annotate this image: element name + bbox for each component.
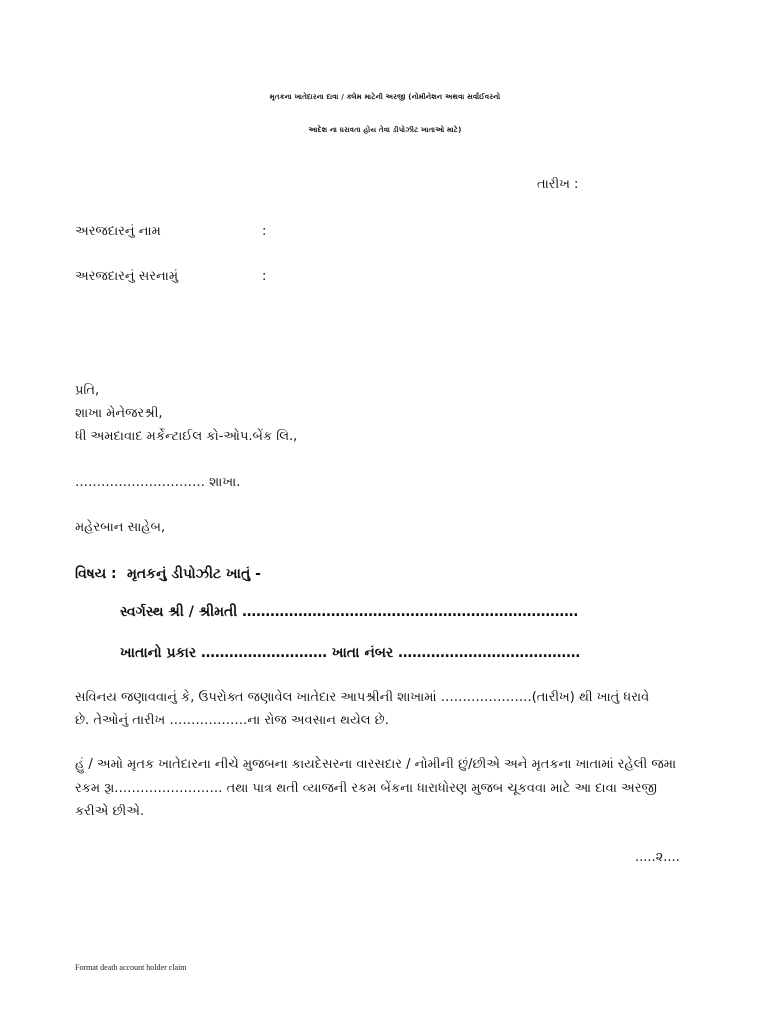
body-paragraph-2-line-3: કરીએ છીએ. [75, 804, 145, 819]
applicant-name-colon: : [262, 224, 267, 239]
form-title-line-1: મૃતકના ખાતેદારના દાવા / ક્લેમ માટેની અરજી (નોમીનેશન અથવા સર્વાઈવરનો [269, 93, 501, 101]
subject-label: વિષય : [75, 566, 117, 582]
footer-note: Format death account holder claim [75, 963, 187, 972]
page-continue-marker: .....૨.... [635, 850, 680, 865]
recipient-branch: ………………………… શાખા. [75, 475, 241, 490]
body-paragraph-1-line-2: છે. તેઓનું તારીખ ………………ના રોજ અવસાન થયેલ છે. [75, 713, 389, 728]
recipient-bank: ધી અમદાવાદ મર્કેન્ટાઈલ કો-ઓપ.બેંક લિ., [75, 429, 298, 444]
recipient-to: પ્રતિ, [75, 383, 100, 398]
body-paragraph-1-line-1: સવિનય જણાવવાનું કે, ઉપરોક્ત જણાવેલ ખાતેદાર આપશ્રીની શાખામાં …………………(તારીખ) થી ખાતું ધરાવે [75, 690, 650, 705]
account-details-line: ખાતાનો પ્રકાર ……………………… ખાતા નંબર ………………………………… [120, 645, 581, 661]
recipient-manager: શાખા મેનેજરશ્રી, [75, 406, 163, 421]
date-label: તારીખ : [537, 177, 579, 192]
form-title-line-2: આદેશ ના ધરાવતા હોય તેવા ડીપોઝીટ ખાતાઓ માટે) [308, 126, 462, 134]
applicant-name-label: અરજદારનું નામ [75, 224, 161, 239]
body-paragraph-2-line-1: હું / અમો મૃતક ખાતેદારના નીચે મુજબના કાયદેસરના વારસદાર / નોમીની છું/છીએ અને મૃતકના ખાતામાં રહેલી જમા [75, 757, 677, 772]
applicant-address-label: અરજદારનું સરનામું [75, 269, 179, 284]
deceased-name-line: સ્વર્ગસ્થ શ્રી / શ્રીમતી ……………………………………………………………… [120, 604, 579, 620]
salutation: મહેરબાન સાહેબ, [75, 520, 166, 535]
subject-text: મૃતકનું ડીપોઝીટ ખાતું - [127, 566, 261, 582]
body-paragraph-2-line-2: રકમ રૂા.…………………… તથા પાત્ર થતી વ્યાજની રકમ બેંકના ધારાધોરણ મુજબ ચૂકવવા માટે આ દાવા અરજી [75, 781, 657, 796]
applicant-address-colon: : [262, 269, 267, 284]
